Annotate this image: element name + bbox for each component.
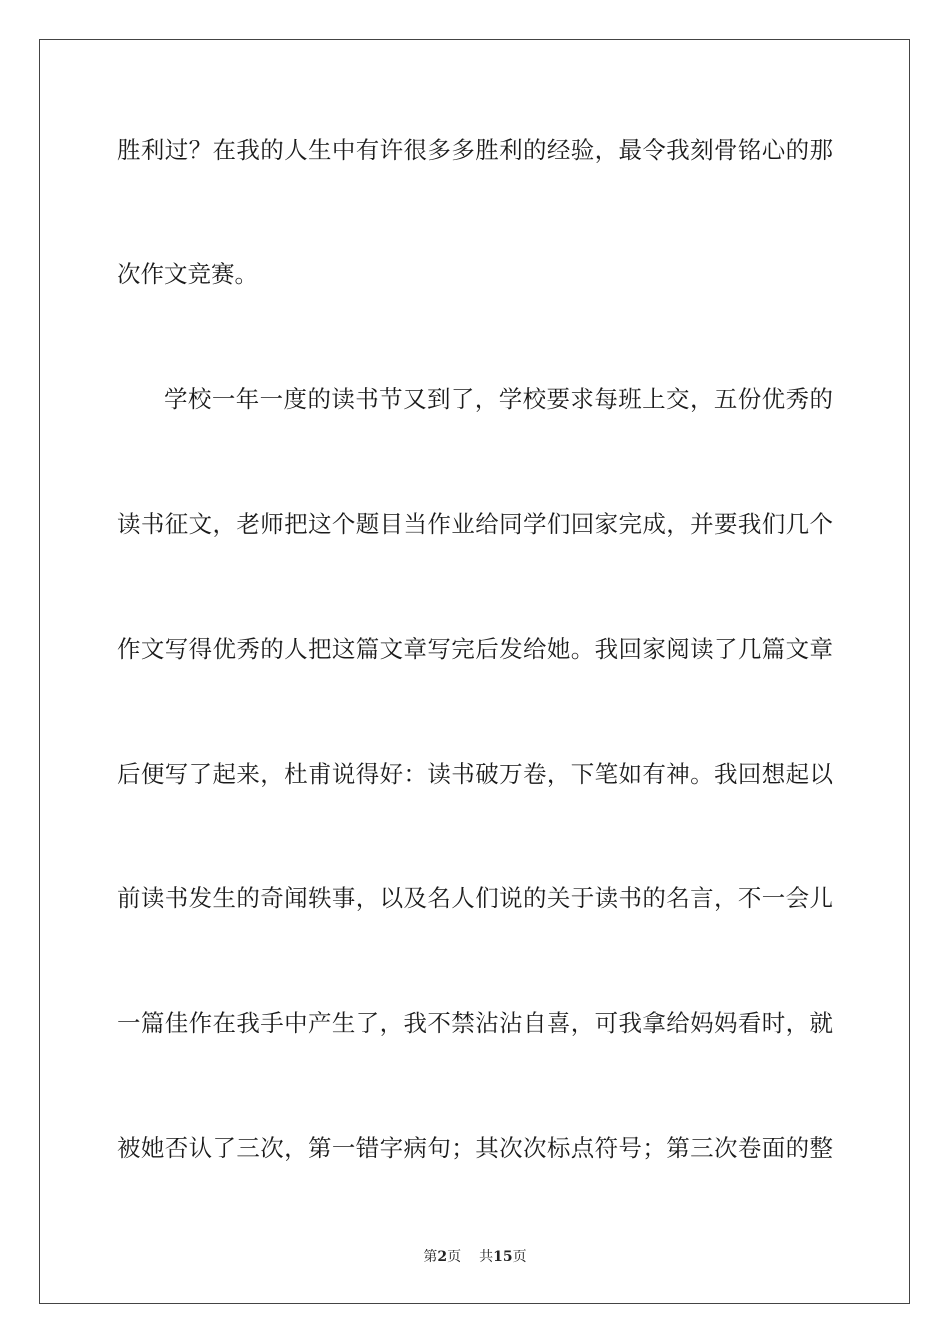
- text-line-7: 前读书发生的奇闻轶事，以及名人们说的关于读书的名言，不一会儿: [117, 884, 833, 912]
- text-line-9: 被她否认了三次，第一错字病句；其次次标点符号；第三次卷面的整: [117, 1134, 833, 1162]
- text-line-4: 读书征文，老师把这个题目当作业给同学们回家完成，并要我们几个: [117, 510, 833, 538]
- footer-page-prefix: 第: [423, 1249, 438, 1265]
- text-line-2: 次作文竞赛。: [117, 260, 258, 288]
- page-border: [39, 39, 910, 1304]
- footer-page-number: 2: [437, 1249, 448, 1265]
- footer-total-suffix: 页: [512, 1249, 527, 1265]
- page-footer: [0, 1248, 950, 1266]
- footer-page-suffix: 页: [447, 1249, 462, 1265]
- text-line-3: 学校一年一度的读书节又到了，学校要求每班上交，五份优秀的: [164, 385, 833, 413]
- text-line-1: 胜利过？在我的人生中有许很多多胜利的经验，最令我刻骨铭心的那: [117, 136, 833, 164]
- footer-total-prefix: 共: [479, 1249, 494, 1265]
- text-line-8: 一篇佳作在我手中产生了，我不禁沾沾自喜，可我拿给妈妈看时，就: [117, 1009, 833, 1037]
- footer-total-number: 15: [493, 1249, 513, 1265]
- text-line-5: 作文写得优秀的人把这篇文章写完后发给她。我回家阅读了几篇文章: [117, 635, 833, 663]
- text-line-6: 后便写了起来，杜甫说得好：读书破万卷，下笔如有神。我回想起以: [117, 760, 833, 788]
